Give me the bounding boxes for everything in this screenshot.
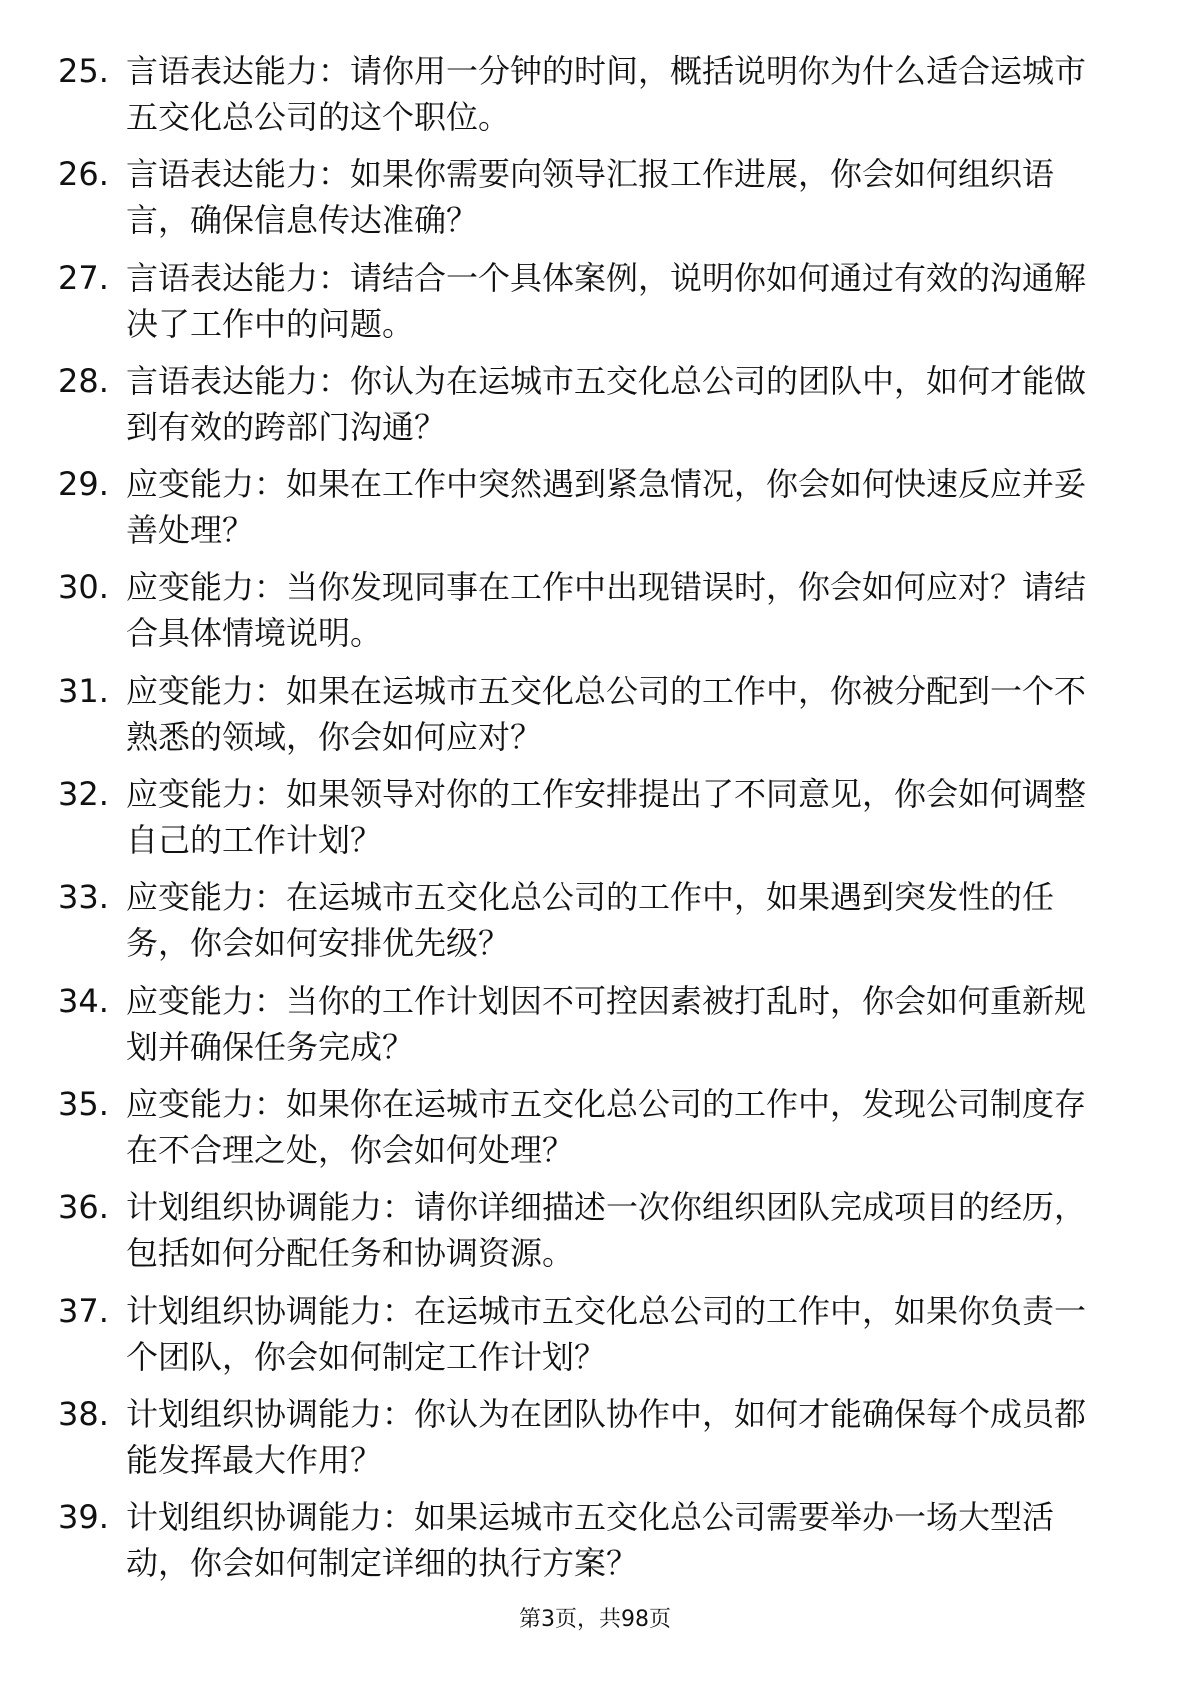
- question-number: 26.: [58, 155, 109, 194]
- question-text: 言语表达能力：你认为在运城市五交化总公司的团队中，如何才能做到有效的跨部门沟通？: [126, 361, 1087, 446]
- question-number: 28.: [58, 361, 109, 400]
- question-text: 应变能力：如果在运城市五交化总公司的工作中，你被分配到一个不熟悉的领域，你会如何应对？: [126, 671, 1087, 756]
- question-number: 37.: [58, 1291, 109, 1330]
- question-text: 应变能力：当你发现同事在工作中出现错误时，你会如何应对？请结合具体情境说明。: [126, 568, 1087, 653]
- question-number: 34.: [58, 981, 109, 1020]
- question-number: 29.: [58, 465, 109, 504]
- question-number: 32.: [58, 775, 109, 814]
- question-number: 38.: [58, 1394, 109, 1433]
- question-item: [0, 771, 1190, 863]
- question-text: 言语表达能力：如果你需要向领导汇报工作进展，你会如何组织语言，确保信息传达准确？: [126, 155, 1055, 240]
- question-number: 25.: [58, 52, 109, 90]
- question-item: [0, 255, 1190, 347]
- page-number-label: 第3页，共98页: [519, 1607, 671, 1632]
- question-number: 35.: [58, 1084, 109, 1123]
- question-item: [0, 358, 1190, 450]
- question-item: [0, 1391, 1190, 1483]
- question-text: 计划组织协调能力：在运城市五交化总公司的工作中，如果你负责一个团队，你会如何制定工作计划？: [126, 1291, 1087, 1376]
- question-text: 计划组织协调能力：你认为在团队协作中，如何才能确保每个成员都能发挥最大作用？: [126, 1394, 1087, 1479]
- question-item: [0, 564, 1190, 656]
- question-text: 应变能力：在运城市五交化总公司的工作中，如果遇到突发性的任务，你会如何安排优先级？: [126, 878, 1055, 963]
- question-text: 应变能力：当你的工作计划因不可控因素被打乱时，你会如何重新规划并确保任务完成？: [126, 981, 1087, 1066]
- question-text: 言语表达能力：请结合一个具体案例，说明你如何通过有效的沟通解决了工作中的问题。: [126, 258, 1087, 343]
- question-item: [0, 1494, 1190, 1586]
- question-item: [0, 48, 1190, 140]
- question-number: 36.: [58, 1188, 109, 1227]
- question-item: [0, 1288, 1190, 1380]
- page-footer: [0, 1606, 1190, 1634]
- question-text: 言语表达能力：请你用一分钟的时间，概括说明你为什么适合运城市五交化总公司的这个职位。: [126, 52, 1087, 136]
- question-item: [0, 461, 1190, 553]
- question-text: 计划组织协调能力：请你详细描述一次你组织团队完成项目的经历，包括如何分配任务和协调资源。: [126, 1188, 1087, 1273]
- question-item: [0, 668, 1190, 760]
- question-number: 30.: [58, 568, 109, 607]
- question-item: [0, 1081, 1190, 1173]
- question-item: [0, 151, 1190, 243]
- question-number: 27.: [58, 258, 109, 297]
- question-item: [0, 978, 1190, 1070]
- question-number: 33.: [58, 878, 109, 917]
- question-text: 应变能力：如果你在运城市五交化总公司的工作中，发现公司制度存在不合理之处，你会如何处理？: [126, 1084, 1087, 1169]
- question-number: 39.: [58, 1498, 109, 1537]
- question-text: 应变能力：如果领导对你的工作安排提出了不同意见，你会如何调整自己的工作计划？: [126, 775, 1087, 860]
- question-text: 计划组织协调能力：如果运城市五交化总公司需要举办一场大型活动，你会如何制定详细的执行方案？: [126, 1498, 1055, 1583]
- question-number: 31.: [58, 671, 109, 710]
- question-item: [0, 1184, 1190, 1276]
- question-list: [0, 48, 1190, 1597]
- question-text: 应变能力：如果在工作中突然遇到紧急情况，你会如何快速反应并妥善处理？: [126, 465, 1087, 550]
- question-item: [0, 874, 1190, 966]
